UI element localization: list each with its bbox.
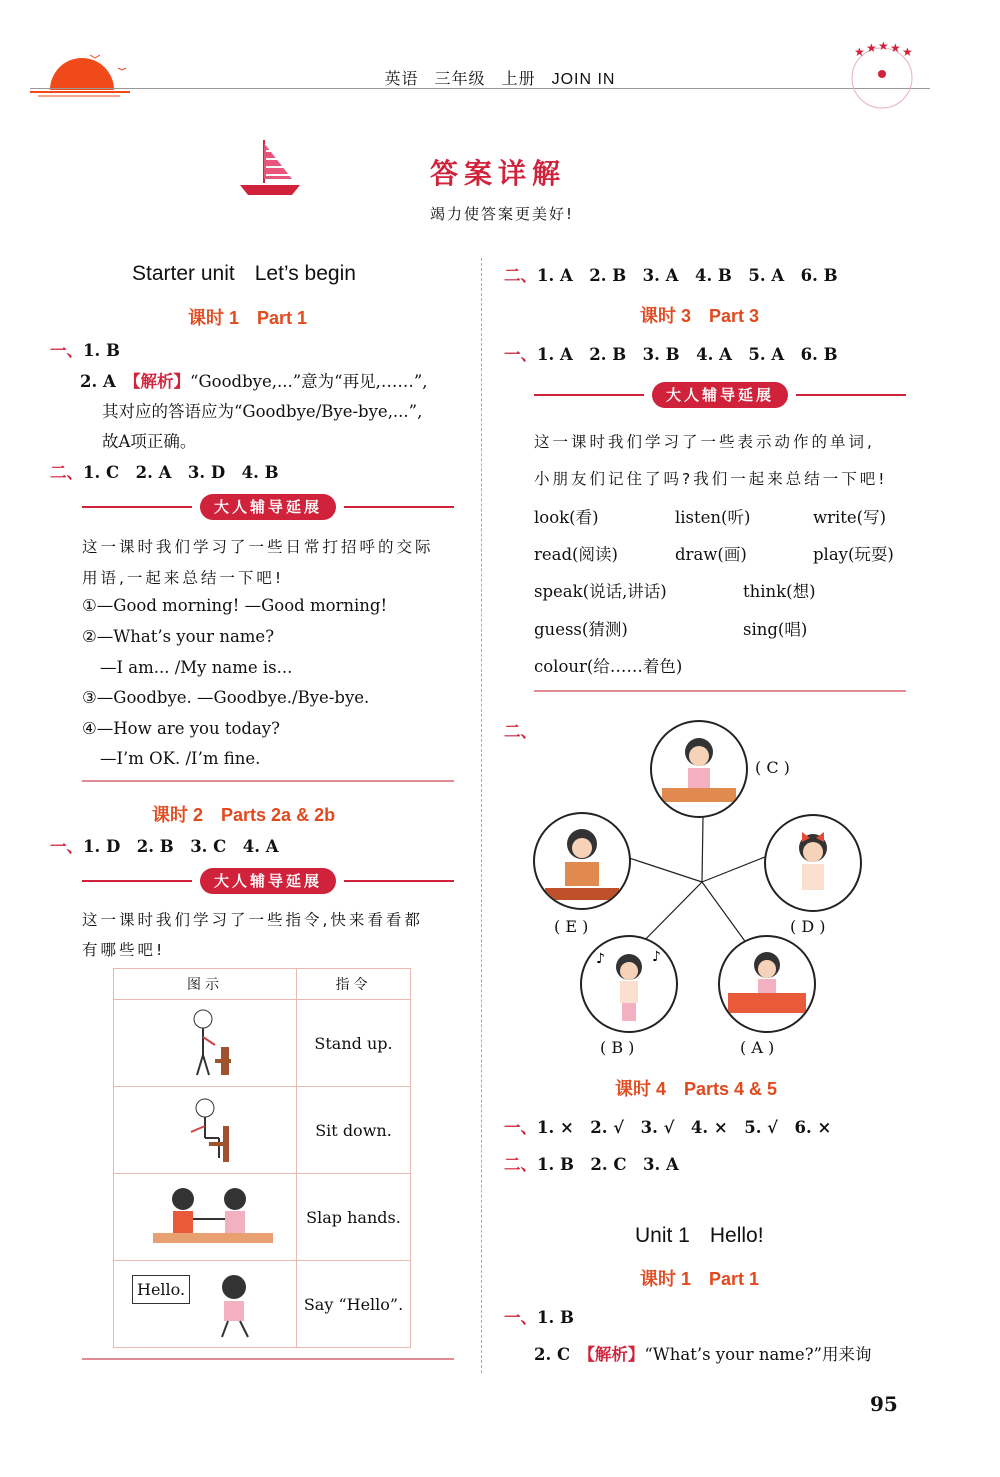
word-item: sing(唱) [743, 620, 808, 639]
paragraph-text: 这一课时我们学习了一些日常打招呼的交际 [82, 538, 434, 556]
paragraph-text: 小朋友们记住了吗?我们一起来总结一下吧! [534, 470, 888, 488]
table-header: 图示 [114, 969, 297, 1000]
page-number: 95 [870, 1392, 898, 1416]
answer-line: 一、1. B [504, 1308, 574, 1327]
dialog-line: ③—Goodbye. —Goodbye./Bye-bye. [82, 688, 370, 707]
table-row [114, 1174, 411, 1261]
dialog-line: —I’m OK. /I’m fine. [100, 749, 261, 768]
unit-title-unit1: Unit 1 Hello! [635, 1224, 764, 1247]
stand-up-illustration [114, 1000, 297, 1087]
section-divider [82, 1358, 454, 1360]
word-item: look(看) [534, 508, 599, 527]
word-item: write(写) [813, 508, 887, 527]
say-hello-illustration [114, 1261, 297, 1348]
paragraph-text: 这一课时我们学习了一些指令,快来看看都 [82, 911, 423, 929]
sit-down-illustration [114, 1087, 297, 1174]
tutor-banner: 大人辅导延展 [534, 382, 906, 408]
answer-line: 二、1. A 2. B 3. A 4. B 5. A 6. B [504, 266, 838, 285]
answer-line: 一、1. B [50, 341, 120, 360]
section-number: 二、 [504, 722, 537, 741]
word-item: listen(听) [675, 508, 751, 527]
answer-line: 二、1. C 2. A 3. D 4. B [50, 463, 279, 482]
circle-label: ( A ) [740, 1038, 775, 1057]
svg-text:♪: ♪ [652, 949, 661, 965]
lesson-heading: 课时 1 Part 1 [188, 308, 308, 328]
svg-text:★: ★ [902, 45, 913, 59]
lesson-heading: 课时 2 Parts 2a & 2b [152, 805, 336, 825]
dialog-line: ①—Good morning! —Good morning! [82, 596, 388, 615]
svg-text:★: ★ [866, 41, 877, 55]
svg-text:★: ★ [890, 41, 901, 55]
word-item: play(玩耍) [813, 545, 894, 564]
command-text: Slap hands. [297, 1174, 411, 1261]
header-title: 英语 三年级 上册 JOIN IN [384, 69, 616, 88]
page-subtitle: 竭力使答案更美好! [430, 205, 575, 223]
svg-text:★: ★ [854, 45, 865, 59]
star-badge-icon [842, 36, 922, 116]
word-item: draw(画) [675, 545, 747, 564]
answer-line: 2. A 【解析】“Goodbye,...”意为“再见,……”, [80, 372, 428, 391]
explanation-text: 其对应的答语应为“Goodbye/Bye-bye,...”, [102, 402, 423, 421]
answer-line: 2. C 【解析】“What’s your name?”用来询 [534, 1345, 872, 1364]
command-table [113, 968, 411, 1348]
page-title: 答案详解 [430, 157, 567, 190]
word-item: guess(猜测) [534, 620, 628, 639]
table-row [114, 1087, 411, 1174]
section-divider [534, 690, 906, 692]
table-header: 指令 [297, 969, 411, 1000]
column-divider [481, 258, 482, 1373]
circle-girl-listening [580, 935, 678, 1033]
word-item: speak(说话,讲话) [534, 582, 667, 601]
dialog-line: ④—How are you today? [82, 719, 280, 738]
dialog-line: ②—What’s your name? [82, 627, 275, 646]
command-text: Stand up. [297, 1000, 411, 1087]
sailboat-icon [236, 135, 306, 200]
circle-label: ( C ) [755, 758, 790, 777]
answer-line: 一、1. A 2. B 3. B 4. A 5. A 6. B [504, 345, 838, 364]
tutor-banner: 大人辅导延展 [82, 494, 454, 520]
dialog-line: —I am... /My name is... [100, 658, 293, 677]
lesson-heading: 课时 3 Part 3 [640, 306, 760, 326]
table-row [114, 1000, 411, 1087]
paragraph-text: 用语,一起来总结一下吧! [82, 569, 285, 587]
section-divider [82, 780, 454, 782]
circle-girl-drawing [718, 935, 816, 1033]
slap-hands-illustration [114, 1174, 297, 1261]
lesson-heading: 课时 4 Parts 4 & 5 [615, 1079, 778, 1099]
circle-label: ( B ) [600, 1038, 635, 1057]
svg-text:♪: ♪ [596, 951, 605, 967]
circle-girl-singing [764, 814, 862, 912]
table-row [114, 1261, 411, 1348]
circle-girl-writing [650, 720, 748, 818]
circle-label: ( E ) [554, 917, 589, 936]
svg-text:★: ★ [878, 39, 889, 53]
paragraph-text: 这一课时我们学习了一些表示动作的单词, [534, 433, 875, 451]
lesson-heading: 课时 1 Part 1 [640, 1269, 760, 1289]
command-text: Sit down. [297, 1087, 411, 1174]
word-item: read(阅读) [534, 545, 618, 564]
paragraph-text: 有哪些吧! [82, 941, 166, 959]
word-item: think(想) [743, 582, 816, 601]
answer-line: 一、1. D 2. B 3. C 4. A [50, 837, 279, 856]
circle-girl-reading [533, 812, 631, 910]
speech-bubble: Hello. [132, 1275, 190, 1304]
command-text: Say “Hello”. [297, 1261, 411, 1348]
answer-line: 二、1. B 2. C 3. A [504, 1155, 679, 1174]
explanation-text: 故A项正确。 [102, 432, 197, 451]
circle-label: ( D ) [790, 917, 826, 936]
tutor-banner: 大人辅导延展 [82, 868, 454, 894]
word-item: colour(给……着色) [534, 657, 683, 676]
unit-title-starter: Starter unit Let’s begin [132, 262, 356, 285]
answer-line: 一、1. × 2. √ 3. √ 4. × 5. √ 6. × [504, 1118, 832, 1137]
